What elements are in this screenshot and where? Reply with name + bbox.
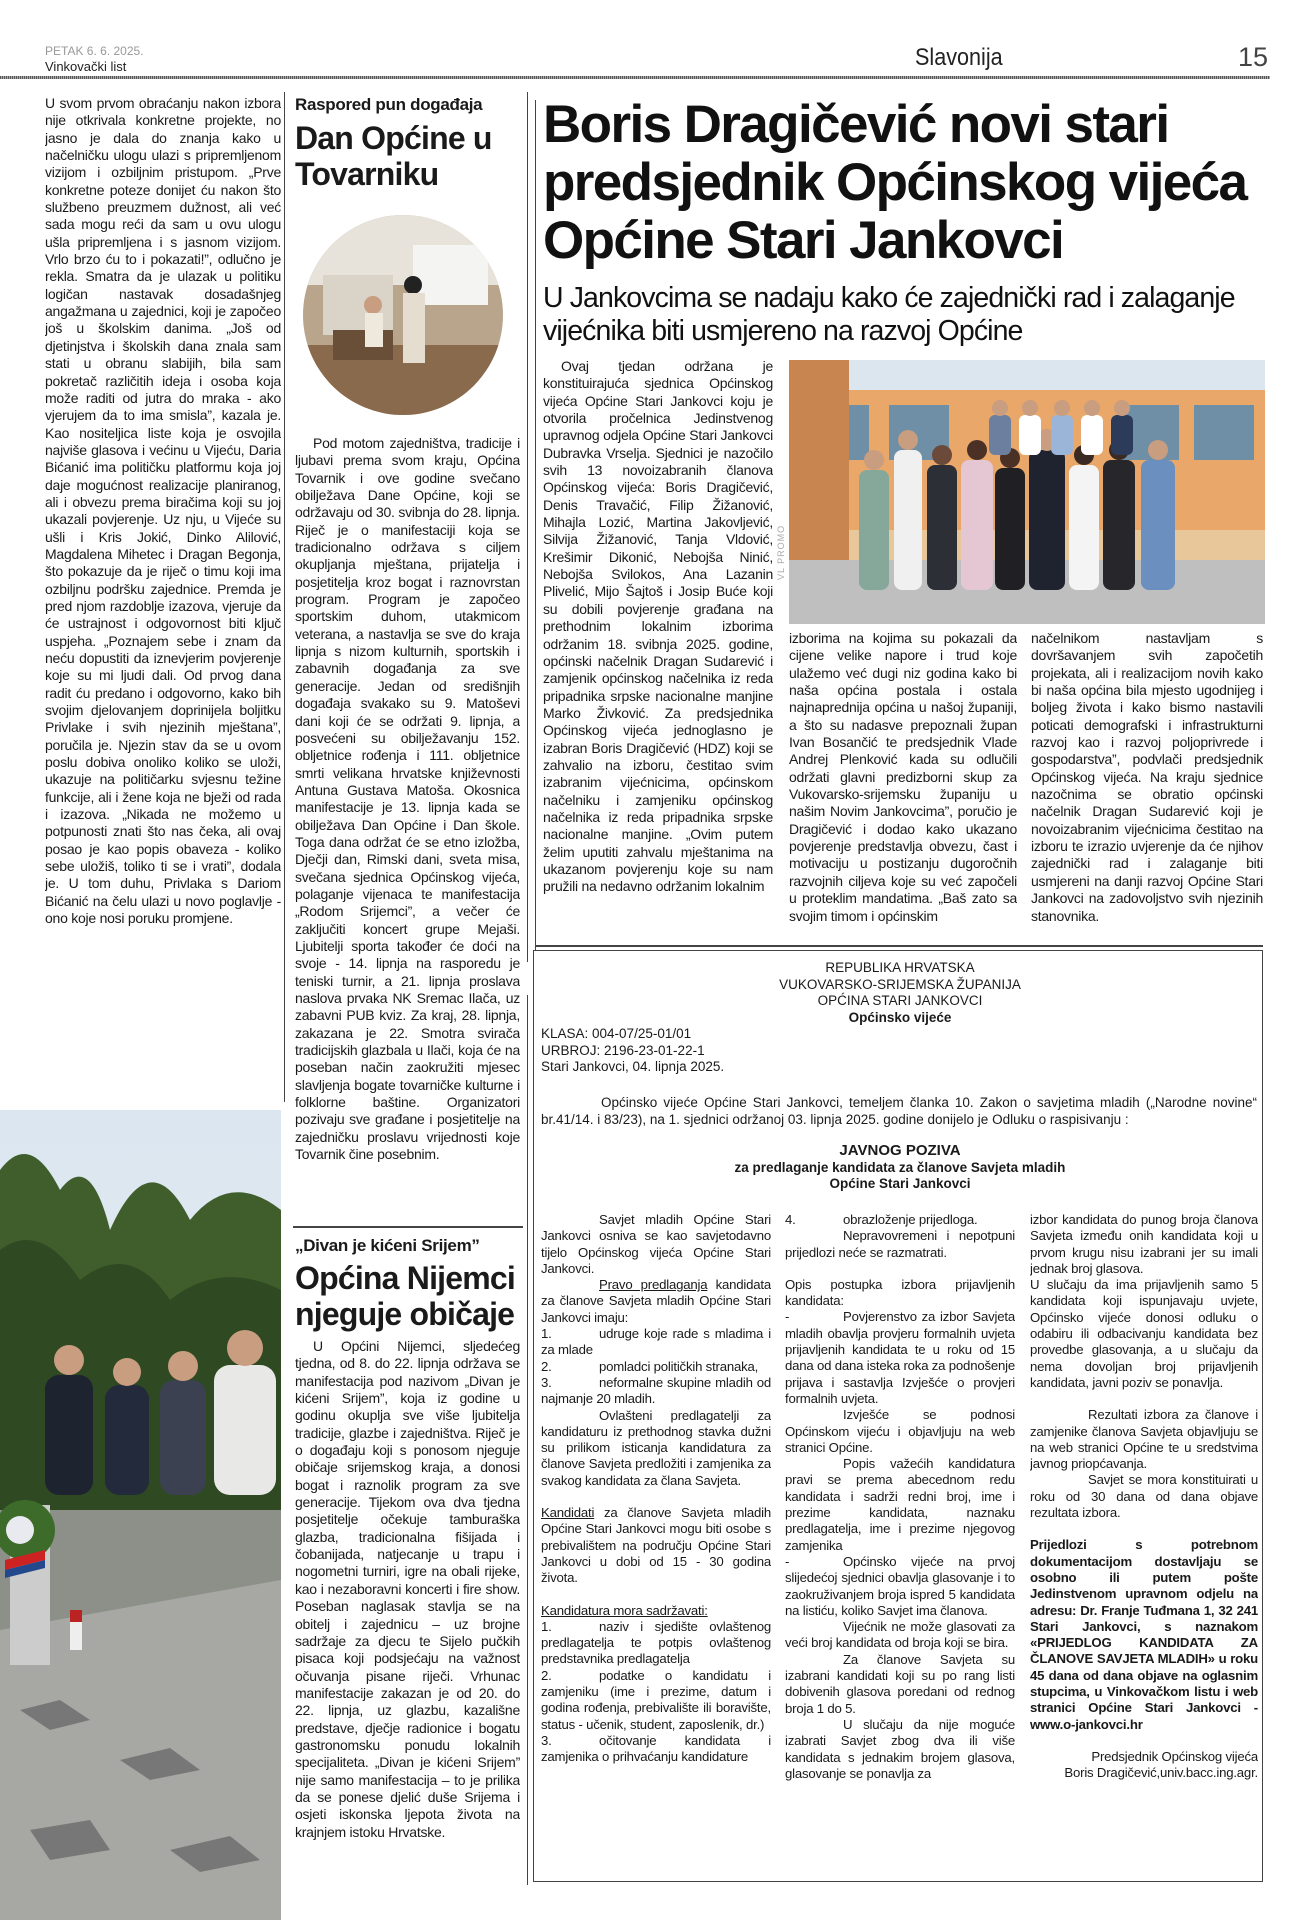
notice-issuer: [535, 960, 1265, 1026]
notice-col2: [785, 1212, 1015, 1877]
main-headline: Boris Dragičević novi stari predsjednik Općinskog vijeća Općine Stari Jankovci: [543, 95, 1247, 270]
notice-intro: Općinsko vijeće Općine Stari Jankovci, temeljem članka 10. Zakon o savjetima mladih („Narodne novine“ br.41/14. i 83/23), na 1. sjednici održanoj 03. lipnja 2025. godine donijelo je Odluku o raspisivanju :: [541, 1095, 1257, 1127]
notice-paragraph: [541, 1277, 771, 1326]
column-divider: [527, 92, 528, 962]
notice-paragraph: U slučaju da nije moguće izabrati Savjet zbog dva ili više kandidata s jednakim brojem glasova, glasovanje se ponavlja za: [785, 1716, 1015, 1781]
column-divider: [284, 92, 285, 1102]
notice-place-date: Stari Jankovci, 04. lipnja 2025.: [541, 1059, 725, 1074]
list-text: obrazloženje prijedloga.: [843, 1212, 978, 1227]
notice-paragraph: Nepravovremeni i nepotpuni prijedlozi neće se razmatrati.: [785, 1228, 1015, 1260]
page-number: 15: [1238, 42, 1269, 72]
notice-urbroj: URBROJ: 2196-23-01-22-1: [541, 1042, 705, 1058]
memorial-photo: [0, 1110, 281, 1920]
nijemci-text: U Općini Nijemci, sljedećeg tjedna, od 8. do 22. lipnja održava se manifestacija pod nazivom „Divan je kićeni Srijem”, koja iz godine u godinu okuplja sve više ljubitelja tradicije, glazbe i zajedništva. Riječ je o događaju koji s ponosom njeguje običaje srijemskog kraja, a donosi bogat i raznolik program za sve generacije. Tijekom ova dva tjedna posjetitelje očekuje tamburaška glazba, tradicionalna fišijada i čobanijada, natjecanje u trapu i nogometni turniri, igre na obali rijeke, kao i nezaboravni koncerti i fire show. Poseban naglasak stavlja se na obitelj i zajednicu – uz brojne sadržaje za djecu te Sijelo pučkih pisaca koji podsjećaju na važnost očuvanja pisane riječi. Vrhunac manifestacije zakazan je od 20. do 22. lipnja, uz glazbu, kazališne predstave, dječje radionice i bogatu gastronomsku ponudu lokalnih specijaliteta. „Divan je kićeni Srijem” nije samo manifestacija – to je prilika da se ponese djelić duše Srijema i osjeti iskonska ljepota života na krajnjem istoku Hrvatske.: [295, 1338, 520, 1840]
main-text-col3: načelnikom nastavljam s dovršavanjem svih započetih projekata, ali i realizacijom novih kako bi naša općina bila mjesto ugodnijeg i boljeg života i kako bismo nastavili poticati demografski i infrastrukturni razvoj kao i razvoj poljoprivrede i gospodarstva”, podvlači predsjednik Općinskog vijeća. Na kraju sjednice nazočnima se obratio općinski načelnik Dragan Sudarević koji je novoizabranim vijećnicima čestitao na izboru te izrazio uvjerenje da će njihov zajednički rad i zalaganje biti usmjereni na danji razvoj Općine Stari Jankovci na zadovoljstvo svih njezinih stanovnika.: [1031, 630, 1263, 924]
list-item: [541, 1375, 771, 1408]
list-number: 2.: [541, 1358, 552, 1374]
underlined-term: Pravo predlaganja: [599, 1277, 708, 1293]
notice-paragraph: Vijećnik ne može glasovati za veći broj kandidata od broja koji se bira.: [785, 1619, 1015, 1651]
notice-paragraph: Savjet se mora konstituirati u roku od 30 dana od dana objave rezultata izbora.: [1030, 1472, 1258, 1521]
list-text: očitovanje kandidata i zamjenika o prihvaćanju kandidature: [541, 1732, 771, 1765]
nijemci-title: Općina Nijemci njeguje običaje: [295, 1260, 515, 1332]
list-text: pomladci političkih stranaka,: [599, 1358, 759, 1374]
column-divider: [527, 995, 528, 1885]
notice-paragraph: [785, 1554, 1015, 1619]
signature-title: Predsjednik Općinskog vijeća: [1091, 1748, 1258, 1764]
nijemci-kicker: „Divan je kićeni Srijem”: [295, 1236, 480, 1255]
left-article-text: U svom prvom obraćanju nakon izbora nije otkrivala konkretne projekte, no jasno je dala do znanja kako u načelničku ulogu ulazi s pripremljenom vizijom i ozbiljnim pristupom. „Prve konkretne poteze donijet ću nakon što službeno preuzmem dužnost, ali već sada mogu reći da sam u ovu ulogu ušla pripremljena i s jasnom vizijom. Vrlo brzo ću to i pokazati!”, odlučno je rekla. Smatra da je ulazak u politiku logičan nastavak dosadašnjeg angažmana u zajednici, koji je započeo još u školskim danima. „Još od djetinjstva i školskih dana znala sam stati u obranu slabijih, bila sam pokretač različitih ideja i osoba koja može raditi od jutra do mraka - ako vjerujem da to ima smisla”, kazala je. Kao nositeljica liste koja je osvojila najviše glasova i većinu u Vijeću, Daria Bićanić ima političku platformu koja joj daje mogućnost realizacije planiranog, ali i obvezu prema biračima koji su joj ukazali povjerenje. Uz nju, u Vijeće su ušli i Kris Jokić, Dinko Alilović, Magdalena Mihetec i Dragan Begonja, što pokazuje da je riječ o timu koji ima ozbiljnu podršku zajednice. Premda je pred njom razdoblje izazova, vjeruje da će ustrajnost i odgovornost biti ključ uspjeha. „Poznajem sebe i znam da neću dopustiti da iznevjerim povjerenje koje su mi ljudi dali. Od prvog dana radit ću predano i odgovorno, kako bih svojim djelovanjem doprinijela boljitku Privlake i svih njezinih mještana”, poručila je. Njezin stav da se u ovom poslu dobiva onoliko koliko se uloži, ukazuje na političarku svjesnu težine funkcije, ali i žene koja ne bježi od rada i izazova. „Nikada ne možemo u potpunosti znati što nas čeka, ali ovaj posao je kao popis obaveza - koliko sebe uložiš, toliko ti se i vrati”, dodala je. U tom duhu, Privlaka s Dariom Bićanić na čelu ulazi u novo poglavlje - ono koje nosi poruku promjene.: [45, 95, 281, 927]
notice-title-line: Općine Stari Jankovci: [829, 1176, 971, 1191]
paragraph-text: Povjerenstvo za izbor Savjeta mladih obavlja provjeru formalnih uvjeta prijavljenih kandidata te u roku od 15 dana od dana isteka roka za podnošenje prijava i sastavlja Izvješće o provjeri formalnih uvjeta.: [785, 1309, 1015, 1406]
section-divider: [535, 945, 1263, 947]
notice-col3: [1030, 1212, 1258, 1877]
list-item: [541, 1668, 771, 1733]
main-text-col2: izborima na kojima su pokazali da cijene velike napore i trud koje ulažemo već dugi niz godina kako bi naša općina postala i ostala najnaprednija općina u našoj županiji, a što su nadasve prepoznali župan Ivan Bosančić te predsjednik Vlade Andrej Plenković kada su odlučili održati glavni predizborni skup za Vukovarsko-srijemsku županiju u našim Novim Jankovcima”, poručio je Dragičević i dodao kako ukazano povjerenje predstavlja obvezu, čast i motivaciju u postizanju dugoročnih razvojnih ciljeva koje su već započeli u proteklim mandatima. „Baš zato sa svojim timom i općinskim: [789, 630, 1017, 924]
list-number: 1.: [541, 1326, 552, 1342]
photo-credit: VL PROMO: [776, 524, 786, 580]
list-text: naziv i sjedište ovlaštenog predlagatelja te potpis ovlaštenog predstavnika predlagatelja: [541, 1618, 771, 1667]
notice-issuer-line: Općinsko vijeće: [848, 1009, 952, 1025]
list-text: udruge koje rade s mladima i za mlade: [541, 1326, 771, 1358]
notice-col1: [541, 1212, 771, 1877]
notice-paragraph: izbor kandidata do punog broja članova Savjeta između onih kandidata koji u prvom krugu nisu izabrani jer su imali jednak broj glasova.: [1030, 1212, 1258, 1276]
notice-paragraph: Za članove Savjeta su izabrani kandidati koji su po rang listi dobivenih glasova poredani od rednog broja 1 do 5.: [785, 1651, 1015, 1716]
list-text: podatke o kandidatu i zamjeniku (ime i prezime, datum i godina rođenja, prebivalište ili boravište, status - učenik, student, zaposlenik, dr.): [541, 1667, 771, 1732]
tovarnik-text: Pod motom zajedništva, tradicije i ljubavi prema svom kraju, Općina Tovarnik i ove godine svečano obilježava Dane Općine, koji se održavaju od 30. svibnja do 28. lipnja. Riječ je o manifestaciji koja se tradicionalno održava s ciljem okupljanja mještana, prijatelja i posjetitelja kroz bogat i raznovrstan program. Program je započeo sportskim duhom, utakmicom veterana, a nastavlja se sve do kraja lipnja s nizom kulturnih, sportskih i zabavnih događanja za sve generacije. Jedan od središnjih događaja svakako su 9. Matoševi dani koji će se održati 9. lipnja, a posvećeni su obilježavanju 152. obljetnice rođenja i 111. obljetnice smrti velikana hrvatske književnosti Antuna Gustava Matoša. Okosnica manifestacije je 13. lipnja kada se obilježava Dan Općine i Dan škole. Toga dana održat će se etno izložba, Dječji dan, Rimski dani, sveta misa, svečana sjednica Općinskog vijeća, polaganje vijenaca te manifestacija „Rodom Srijemci”, a večer će zaključiti koncert grupe Mejaši. Ljubitelji sporta također će doći na svoje - 14. lipnja na rasporedu je teniski turnir, a 21. lipnja proslava naslova prvaka NK Sremac Ilača, uz zabavni PUB kviz. Za kraj, 28. lipnja, zakazana je 22. Smotra svirača tradicijskih glazbala u Ilači, koja će na poseban način zaokružiti mjesec slavljenja bogate tovarničke kulturne i folklorne baštine. Organizatori pozivaju sve građane i posjetitelje na zajedničku proslavu vrijednosti koje Tovarnik čine posebnim.: [295, 435, 520, 1163]
notice-issuer-line: OPĆINA STARI JANKOVCI: [817, 993, 983, 1008]
signature-name: Boris Dragičević,univ.bacc.ing.agr.: [1064, 1765, 1258, 1781]
submission-instructions: Prijedlozi s potrebnom dokumentacijom dostavljaju se osobno ili putem pošte Jedinstvenom upravnom odjelu na adresu: Dr. Franje Tuđmana 1, 32 241 Stari Jankovci, s naznakom «PRIJEDLOG KANDIDATA ZA ČLANOVE SAVJETA MLADIH» u roku 45 dana od dana objave na oglasnim stupcima, u Vinkovačkom listu i web stranici Općine Stari Jankovci - www.o-jankovci.hr: [1030, 1537, 1258, 1732]
notice-reference: [541, 1026, 841, 1076]
notice-issuer-line: REPUBLIKA HRVATSKA: [825, 960, 975, 975]
list-number: 1.: [541, 1618, 552, 1634]
header-rule: [0, 76, 1270, 79]
notice-title-line: za predlaganje kandidata za članove Savjeta mladih: [734, 1159, 1066, 1175]
notice-title-line: JAVNOG POZIVA: [839, 1142, 961, 1159]
main-subheadline: U Jankovcima se nadaju kako će zajednički rad i zalaganje vijećnika biti usmjereno na razvoj Općine: [543, 282, 1235, 347]
council-group-photo: [789, 360, 1265, 624]
paragraph-text: za članove Savjeta mladih Općine Stari Jankovci mogu biti osobe s prebivalištem na području Općine Stari Jankovci u dobi od 15 - 30 godina života.: [541, 1505, 771, 1586]
notice-klasa: KLASA: 004-07/25-01/01: [541, 1026, 692, 1041]
section-divider: [293, 1226, 523, 1228]
notice-paragraph: Rezultati izbora za članove i zamjenike članova Savjeta objavljuju se na web stranici Općine te u sredstvima javnog priopćavanja.: [1030, 1407, 1258, 1472]
notice-paragraph: Ovlašteni predlagatelji za kandidaturu iz prethodnog stavka dužni su prilikom isticanja kandidatura za članove Savjeta predložiti i zamjenika za svakog kandidata za člana Savjeta.: [541, 1407, 771, 1488]
column-divider: [535, 100, 536, 950]
tovarnik-kicker: Raspored pun događaja: [295, 95, 483, 114]
notice-subheading: Kandidatura mora sadržavati:: [541, 1602, 708, 1618]
notice-paragraph: Popis važećih kandidatura pravi se prema abecednom redu kandidata i sadrži redni broj, ime i prezime kandidata, naznaku predlagatelja, ime i prezime njegovog zamjenika: [785, 1456, 1015, 1553]
list-number: 3.: [541, 1732, 552, 1748]
issue-date: PETAK 6. 6. 2025.: [45, 44, 144, 58]
notice-paragraph: U slučaju da ima prijavljenih samo 5 kandidata koji ispunjavaju uvjete, Općinsko vijeće donosi odluku o odabiru ili odbacivanju kandidata bez provedbe glasovanja, a u slučaju da nema dovoljan broj prijavljenih kandidata, javni poziv se ponavlja.: [1030, 1277, 1258, 1390]
notice-paragraph: [541, 1505, 771, 1586]
notice-title: [535, 1143, 1265, 1193]
tovarnik-title: Dan Općine u Tovarniku: [295, 120, 492, 192]
list-number: 2.: [541, 1667, 552, 1683]
paragraph-text: kandidata za članove Savjeta mladih Općine Stari Jankovci imaju:: [541, 1277, 771, 1325]
list-item: [541, 1326, 771, 1359]
notice-paragraph: [785, 1309, 1015, 1407]
notice-issuer-line: VUKOVARSKO-SRIJEMSKA ŽUPANIJA: [779, 976, 1021, 992]
section-name: Slavonija: [915, 44, 1003, 71]
list-item: [541, 1359, 771, 1375]
list-dash: -: [785, 1553, 790, 1569]
notice-paragraph: Opis postupka izbora prijavljenih kandidata:: [785, 1276, 1015, 1309]
main-text-col1: Ovaj tjedan održana je konstituirajuća sjednica Općinskog vijeća Općine Stari Jankovci koju je otvorila pročelnica Jedinstvenog upravnog odjela Općine Stari Jankovci Dubravka Vrselja. Sjednici je nazočilo svih 13 novoizabranih članova Općinskog vijeća: Boris Dragičević, Denis Travačić, Filip Žižanović, Mihajla Lozić, Martina Jakovljević, Silvija Žižanović, Tanja Vldović, Krešimir Dikonić, Nebojša Ninić, Nebojša Svilokos, Ana Lazanin Plivelić, Mijo Šajtoš i Josip Buće koji su dobili povjerenje građana na prethodnim lokalnim izborima održanim 18. svibnja 2025. godine, općinski načelnik Dragan Sudarević i zamjenik općinskog načelnika iz reda pripadnika srpske nacionalne manjine Marko Živković. Za predsjednika Općinskog vijeća jednoglasno je izabran Boris Dragičević (HDZ) koji se zahvalio na izboru, čestitao svim izabranim vijećnicima, općinskom načelniku i zamjeniku općinskog načelnika iz reda pripadnika srpske nacionalne manjine. „Ovim putem želim uputiti zahvalu mještanima na ukazanom povjerenju koje su nam pružili na nedavno održanim lokalnim: [543, 358, 773, 895]
newspaper-name: Vinkovački list: [45, 59, 127, 74]
tovarnik-photo: [303, 215, 503, 415]
list-item: [541, 1619, 771, 1668]
list-number: 3.: [541, 1374, 552, 1390]
notice-paragraph: Savjet mladih Općine Stari Jankovci osniva se kao savjetodavno tijelo Općinskog vijeća Općine Stari Jankovci.: [541, 1212, 771, 1276]
notice-paragraph: Izvješće se podnosi Općinskom vijeću i objavljuju na web stranici Općine.: [785, 1407, 1015, 1455]
list-number: 4.: [785, 1212, 796, 1227]
list-dash: -: [785, 1309, 790, 1325]
list-item: [541, 1733, 771, 1766]
list-item: [785, 1212, 1015, 1228]
list-text: neformalne skupine mladih od najmanje 20 mladih.: [541, 1374, 771, 1407]
underlined-term: Kandidati: [541, 1505, 595, 1521]
paragraph-text: Općinsko vijeće na prvoj slijedećoj sjednici obavlja glasovanje i to zaokruživanjem broja ispred 5 kandidata na listiću, koliko Savjet ima članova.: [785, 1553, 1015, 1618]
